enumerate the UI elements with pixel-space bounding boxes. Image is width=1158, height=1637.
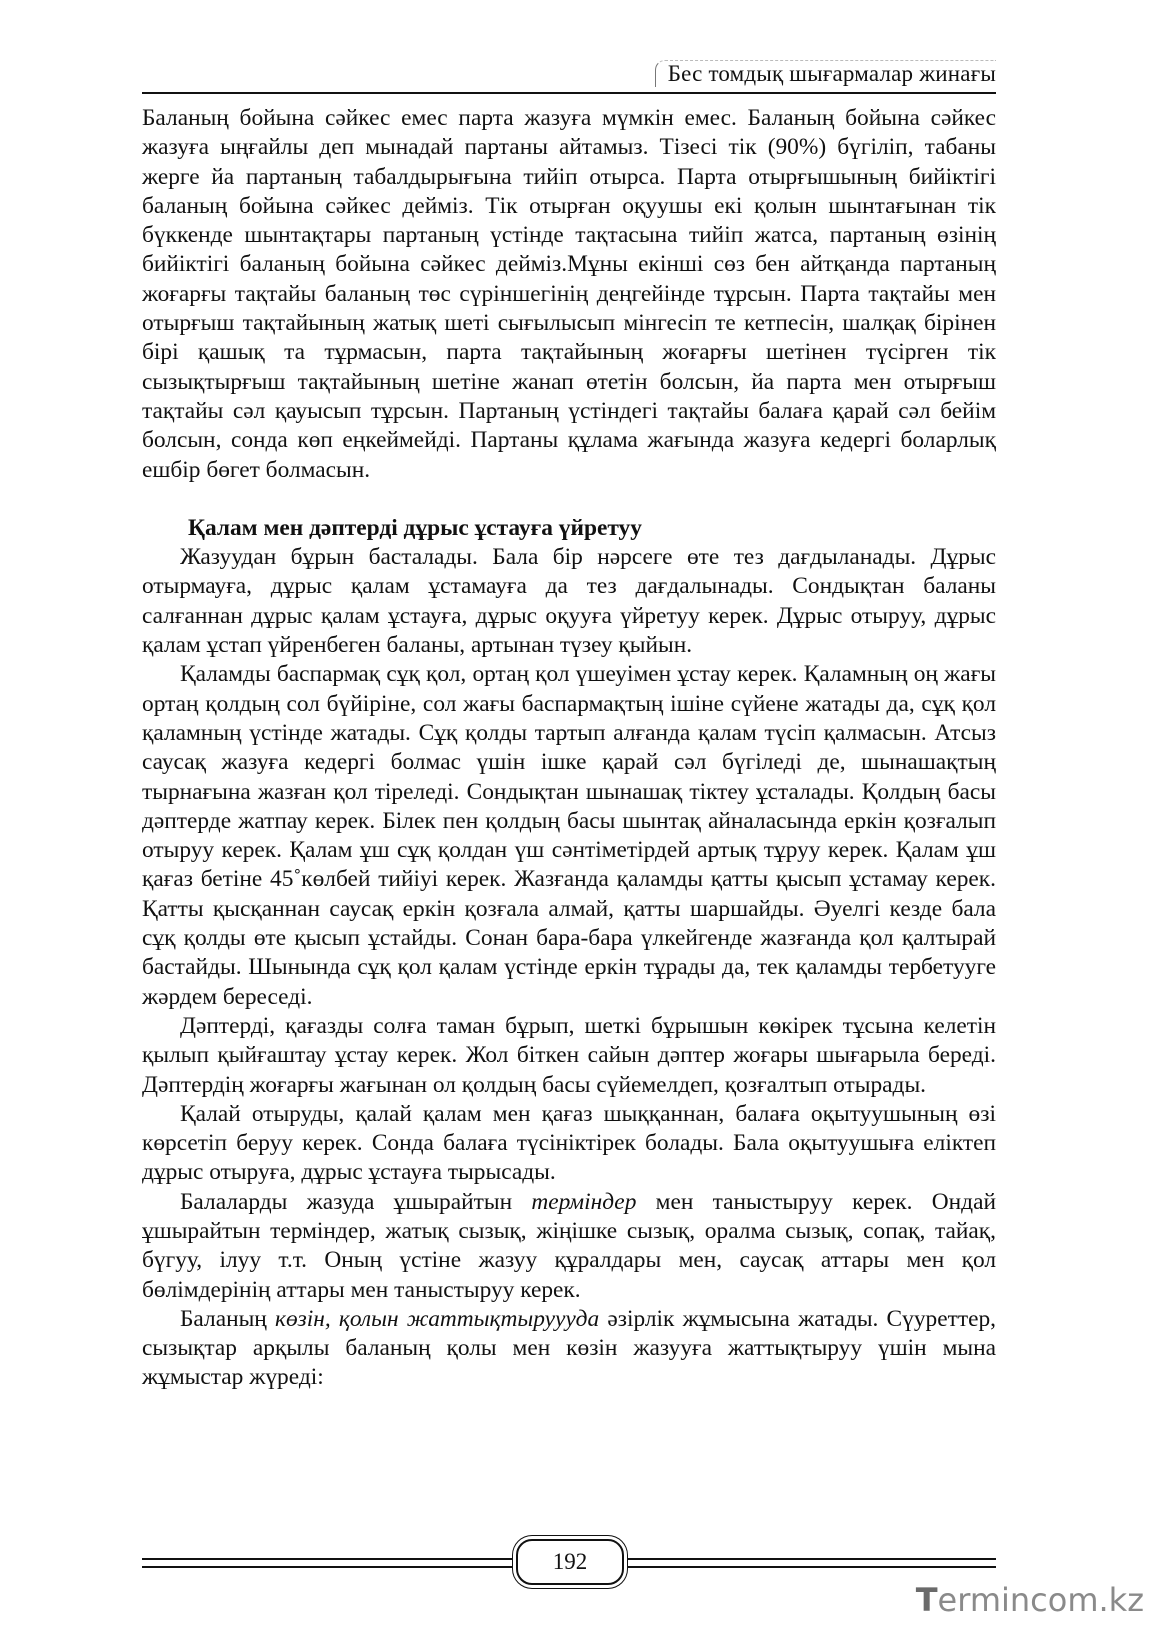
paragraph [142,1188,996,1305]
paragraph-text: Балаларды жазуда ұшырайтын [180,1188,532,1215]
running-header: Бес томдық шығармалар жинағы [655,60,996,87]
emphasized-term: терміндер [531,1188,637,1215]
paragraph: Қаламды баспармақ сұқ қол, ортаң қол үшеуімен ұстау керек. Қаламның оң жағы ортаң қолдың сол бүйіріне, сол жағы баспармақтың ішіне сүйене жатады да, сұқ қол қаламның үстінде жатады. Сұқ қолды тартып алғанда қалам түсіп қалмасын. Атсыз саусақ жазуға кедергі болмас үшін ішке қарай сәл бүгіледі де, шынашақтың тырнағына жазған қол тіреледі. Сондықтан шынашақ тіктеу ұсталады. Қолдың басы дәптерде жатпау керек. Білек пен қолдың басы шынтақ айналасында еркін қозғалып отыруу керек. Қалам ұш сұқ қолдан үш сәнтіметірдей артық тұруу керек. Қалам ұш қағаз бетіне 45˚көлбей тийіуі керек. Жазғанда қаламды қатты қысып ұстамау керек. Қатты қысқаннан саусақ еркін қозғала алмай, қатты шаршайды. Әуелгі кезде бала сұқ қолды өте қысып ұстайды. Сонан бара-бара үлкейгенде жазғанда қол қалтырай бастайды. Шынында сұқ қол қалам үстінде еркін тұрады да, тек қаламды тербетууге жәрдем береседі. [142,661,996,1010]
paragraph [142,1305,996,1393]
paragraph: Дәптерді, қағазды солға таман бұрып, шеткі бұрышын көкірек тұсына келетін қылып қыйғаштау ұстау керек. Жол біткен сайын дәптер жоғары шығарыла береді. Дәптердің жоғарғы жағынан ол қолдың басы сүйемелдеп, қозғалтып отырады. [142,1012,996,1098]
page-number: 192 [516,1539,624,1585]
paragraph: Жазуудан бұрын басталады. Бала бір нәрсеге өте тез дағдыланады. Дұрыс отырмауға, дұрыс қалам ұстамауға да тез дағдалынады. Сондықтан баланы салғаннан дұрыс қалам ұстауға, дұрыс оқууға үйретуу керек. Дұрыс отыруу, дұрыс қалам ұстап үйренбеген баланы, артынан түзеу қыйын. [142,544,996,659]
paragraph-text: әзірлік жұмысына жатады. Сүуреттер, сызықтар арқылы баланың қолы мен көзін жазууға жаттықтыруу үшін мына жұмыстар жүреді: [142,1305,996,1391]
watermark-logo [916,1581,1144,1619]
watermark-letter: T [915,1581,938,1619]
paragraph-text: Баланың [180,1305,275,1332]
paragraph: Баланың бойына сәйкес емес парта жазуға мүмкін емес. Баланың бойына сәйкес жазуға ыңғайлы деп мынадай партаны айтамыз. Тізесі тік (90%) бүгіліп, табаны жерге йа партаның табалдырығына тийіп отырса. Парта отырғышының бийіктігі баланың бойына сәйкес дейміз. Тік отырған оқуушы екі қолын шынтағынан тік бүккенде шынтақтары партаның үстінде тақтасына тийіп жатса, партаның өзінің бийіктігі баланың бойына сәйкес дейміз.Мұны екінші сөз бен айтқанда партаның жоғарғы тақтайы баланың төс сүріншегінің деңгейінде тұрсын. Парта тақтайы мен отырғыш тақтайының жатық шеті сығылысып мінгесіп те кетпесін, шалқақ бірінен бірі қашық та тұрмасын, парта тақтайының жоғарғы шетінен түсірген тік сызықтырғыш тақтайының шетіне жанап өтетін болсын, йа парта мен отырғыш тақтайы сәл қауысып тұрсын. Партаның үстіндегі тақтайы балаға қарай сәл бейім болсын, сонда көп еңкеймейді. Партаны құлама жағында жазуға кедергі боларлық ешбір бөгет болмасын. [142,105,996,483]
header-rule [142,92,996,94]
paragraph-spacer [142,485,996,514]
paragraph-text: мен таныстыруу керек. Ондай ұшырайтын терміндер, жатық сызық, жіңішке сызық, оралма сызық, сопақ, тайақ, бүгуу, ілуу т.т. Оның үстіне жазуу құралдары мен, саусақ аттары мен қол бөлімдерінің аттары мен таныстыруу керек. [142,1188,996,1303]
watermark-text: ermincom.kz [937,1581,1144,1619]
section-heading: Қалам мен дәптерді дұрыс ұстауға үйретуу [188,514,642,541]
page-body [142,104,996,1393]
paragraph: Қалай отыруды, қалай қалам мен қағаз шыққаннан, балаға оқытуушының өзі көрсетіп беруу керек. Сонда балаға түсініктірек болады. Бала оқытуушыға еліктеп дұрыс отыруға, дұрыс ұстауға тырысады. [142,1100,996,1186]
emphasized-term: көзін, қолын жаттықтыруууда [275,1305,600,1332]
